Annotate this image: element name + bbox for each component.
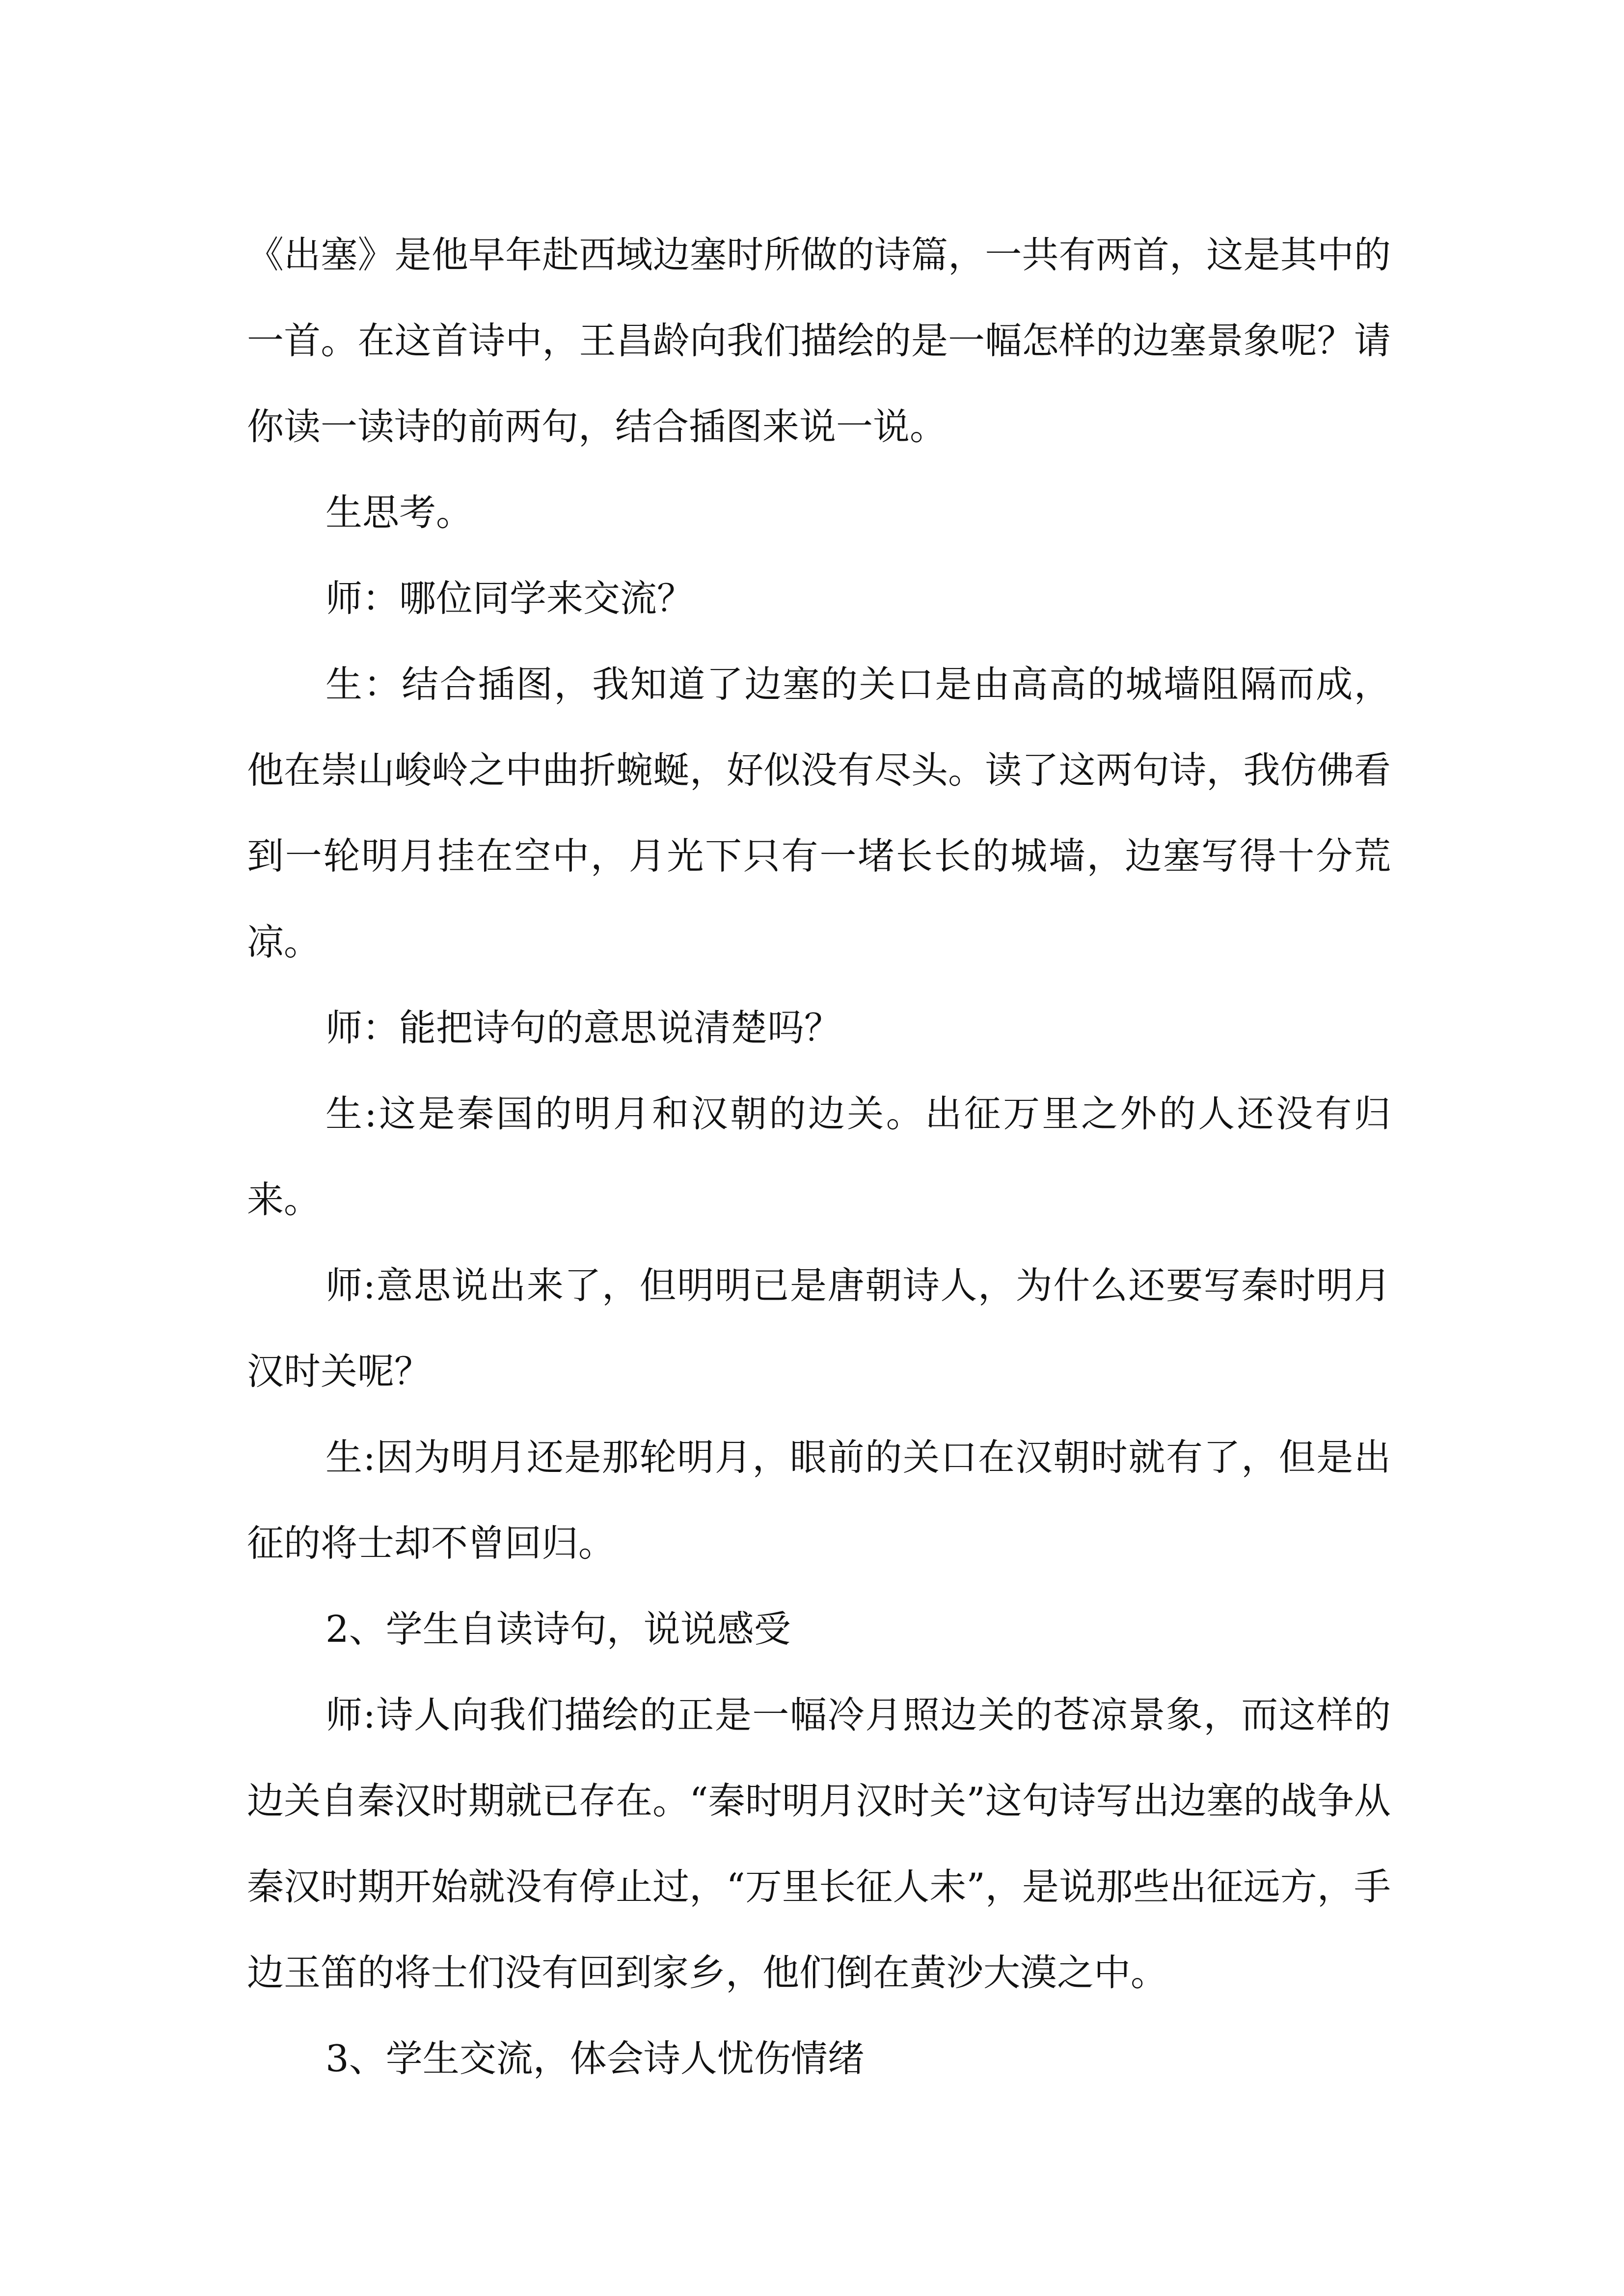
section-heading-3: 3、学生交流，体会诗人忧伤情绪 <box>325 2037 865 2080</box>
paragraph-student-answer-2: 生:这是秦国的明月和汉朝的边关。出征万里之外的人还没有归来。 <box>247 1092 1391 1221</box>
paragraph-student-thinks: 生思考。 <box>325 491 473 534</box>
paragraph-teacher-question-3: 师:意思说出来了，但明明已是唐朝诗人，为什么还要写秦时明月汉时关呢？ <box>247 1264 1391 1393</box>
paragraph-student-answer-1: 生：结合插图，我知道了边塞的关口是由高高的城墙阻隔而成，他在崇山峻岭之中曲折蜿蜒，好似没有尽头。读了这两句诗，我仿佛看到一轮明月挂在空中，月光下只有一堵长长的城墙，边塞写得十分荒凉。 <box>247 663 1391 963</box>
paragraph-teacher-question-2: 师：能把诗句的意思说清楚吗？ <box>325 1006 841 1049</box>
paragraph-intro: 《出塞》是他早年赴西域边塞时所做的诗篇，一共有两首，这是其中的一首。在这首诗中，王昌龄向我们描绘的是一幅怎样的边塞景象呢？请你读一读诗的前两句，结合插图来说一说。 <box>247 233 1391 448</box>
document-body <box>247 212 1391 2102</box>
paragraph-teacher-explanation: 师:诗人向我们描绘的正是一幅冷月照边关的苍凉景象，而这样的边关自秦汉时期就已存在。“秦时明月汉时关”这句诗写出边塞的战争从秦汉时期开始就没有停止过，“万里长征人未”，是说那些出征远方，手边玉笛的将士们没有回到家乡，他们倒在黄沙大漠之中。 <box>247 1693 1391 1994</box>
section-heading-2: 2、学生自读诗句，说说感受 <box>325 1607 791 1651</box>
paragraph-student-answer-3: 生:因为明月还是那轮明月，眼前的关口在汉朝时就有了，但是出征的将士却不曾回归。 <box>247 1436 1391 1565</box>
paragraph-teacher-question-1: 师：哪位同学来交流？ <box>325 577 694 620</box>
